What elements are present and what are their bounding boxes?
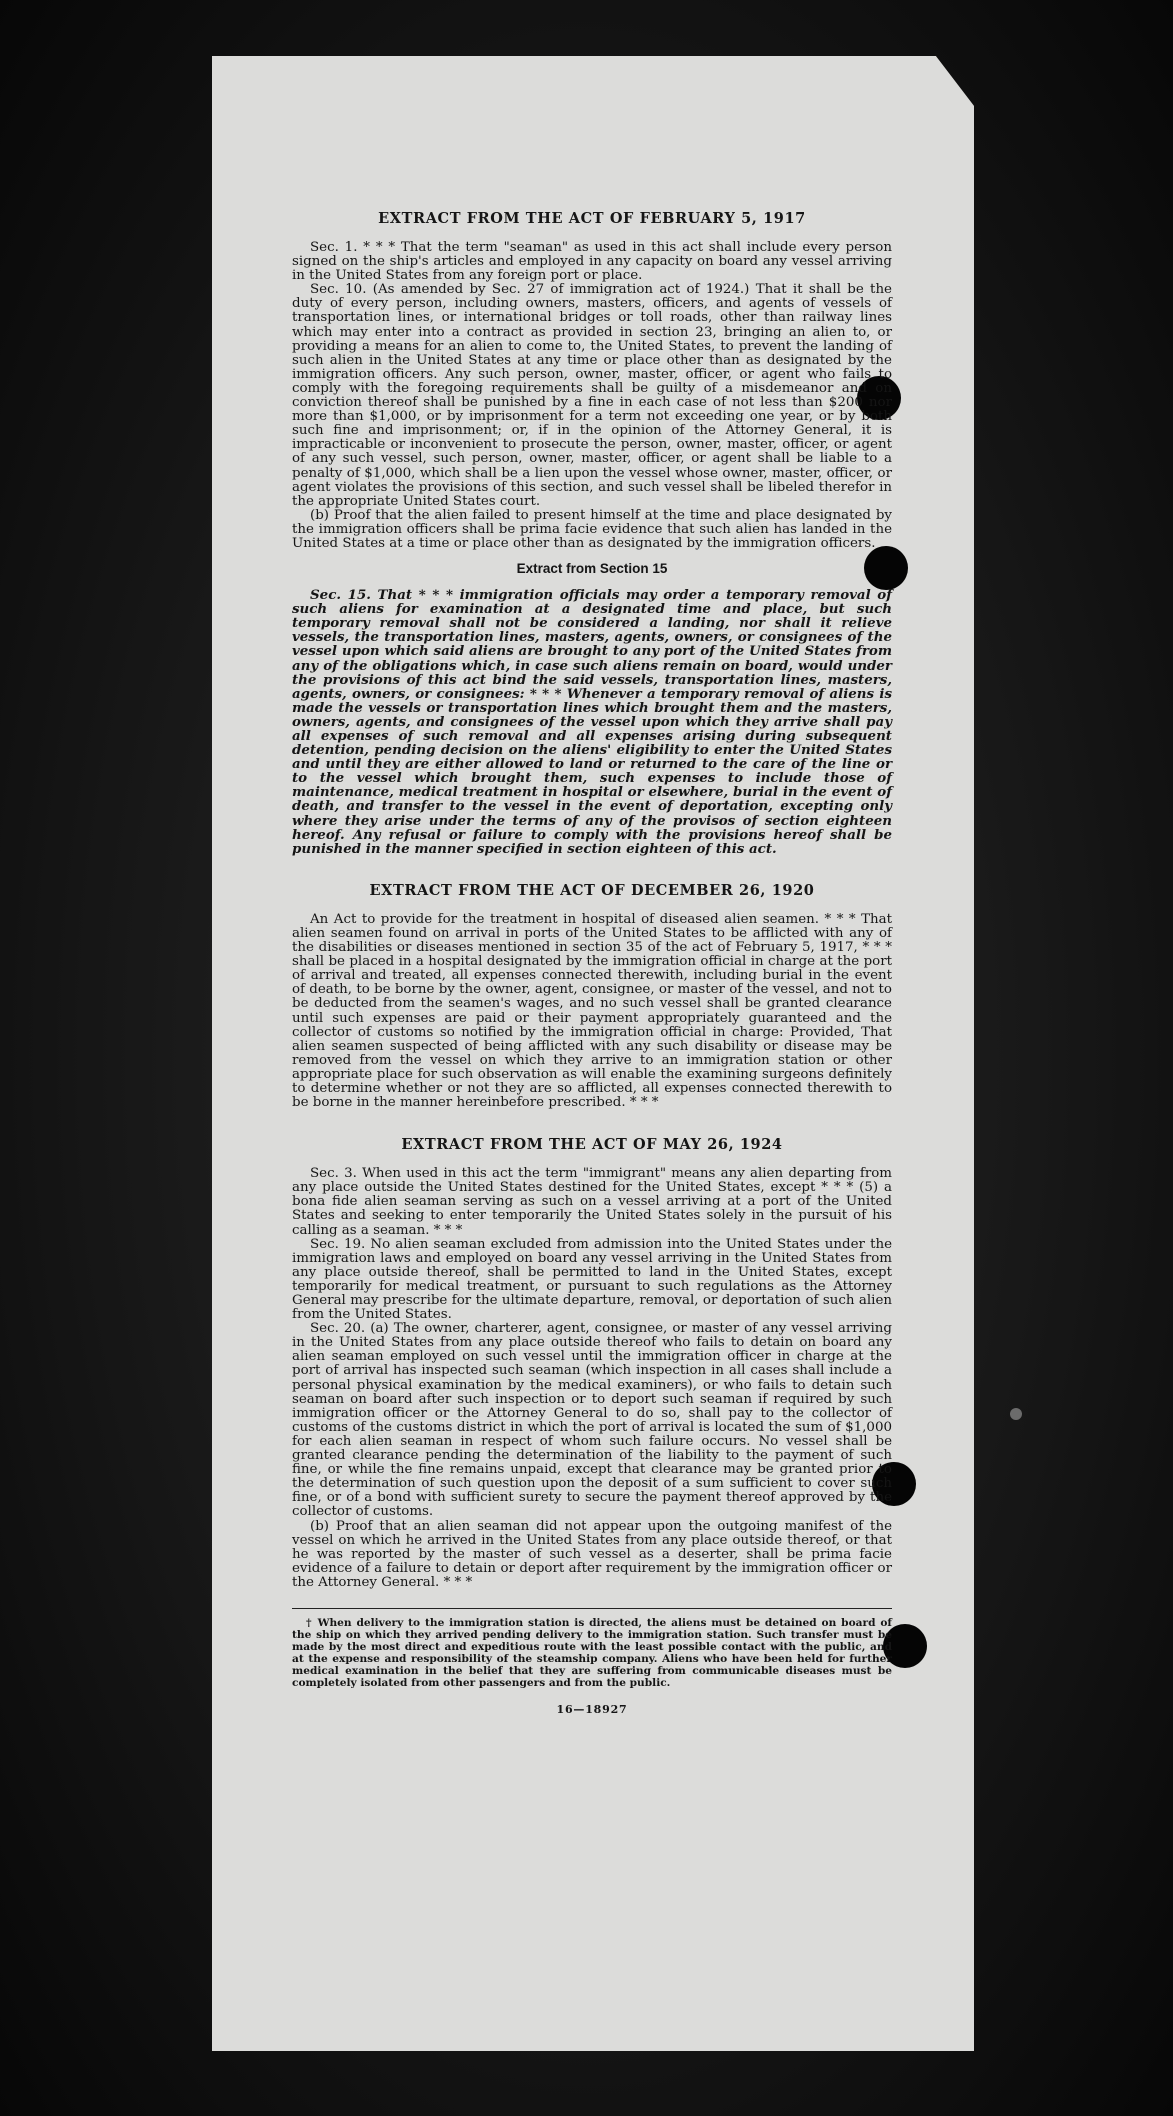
page-code: 16—18927 — [556, 1702, 628, 1716]
paragraph-sec-3: Sec. 3. When used in this act the term "immigrant" means any alien departing from any place outside the United States destined for the United States, except * * * (5) a bona fide alien seaman serving as such on a vessel arriving at a port of the United States and seeking to enter temporarily the United States solely in the pursuit of his calling as a seaman. * * * — [292, 1166, 892, 1238]
section-heading-act-1917: EXTRACT FROM THE ACT OF FEBRUARY 5, 1917 — [378, 210, 806, 227]
spacer — [292, 856, 892, 882]
footnote: † When delivery to the immigration station is directed, the aliens must be detained on board of the ship on which they arrived pending delivery to the immigration station. Such transfer must be made by the most direct and expeditious route with the least possible contact with the public, and at the expense and responsibility of the steamship company. Aliens who have been held for further medical examination in the belief that they are suffering from communicable diseases must be completely isolated from other passengers and from the public. — [292, 1616, 892, 1689]
paragraph-sec-20b: (b) Proof that an alien seaman did not appear upon the outgoing manifest of the vessel on which he arrived in the United States from any place outside thereof, or that he was reported by the master of such vessel as a deserter, shall be prima facie evidence of a failure to detain or deport after requirement by the immigration officer or the Attorney General. * * * — [292, 1518, 892, 1590]
paragraph-sec-1: Sec. 1. * * * That the term "seaman" as used in this act shall include every person signed on the ship's articles and employed in any capacity on board any vessel arriving in the United States from any foreign port or place. — [292, 240, 892, 284]
footnote-divider — [292, 1608, 892, 1609]
dust-speck — [1010, 1408, 1022, 1420]
paragraph-sec-19: Sec. 19. No alien seaman excluded from admission into the United States under the immigration laws and employed on board any vessel arriving in the United States from any place outside thereof, shall be permitted to land in the United States, except temporarily for medical treatment, or pursuant to such regulations as the Attorney General may prescribe for the ultimate departure, removal, or deportation of such alien from the United States. — [292, 1236, 892, 1323]
paragraph-act-1920: An Act to provide for the treatment in hospital of diseased alien seamen. * * * That alien seamen found on arrival in ports of the United States to be afflicted with any of the disabilities or diseases mentioned in section 35 of the act of February 5, 1917, * * * shall be placed in a hospital designated by the immigration official in charge at the port of arrival and treated, all expenses connected therewith, including burial in the event of death, to be borne by the owner, agent, consignee, or master of the vessel, and not to be deducted from the seamen's wages, and no such vessel shall be granted clearance until such expenses are paid or their payment appropriately guaranteed and the collector of customs so notified by the immigration official in charge: Provided, That alien seamen suspected of being afflicted with any such disability or disease may be removed from the vessel on which they arrive to an immigration station or other appropriate place for such observation as will enable the examining surgeons definitely to determine whether or not they are so afflicted, all expenses connected therewith to be borne in the manner hereinbefore prescribed. * * * — [292, 911, 892, 1111]
document-text — [292, 210, 892, 1716]
spacer — [292, 1110, 892, 1136]
paragraph-sec-10b: (b) Proof that the alien failed to present himself at the time and place designated by the immigration officers shall be prima facie evidence that such alien has landed in the United States at a time or place other than as designated by the immigration officers. — [292, 507, 892, 551]
paragraph-sec-20a: Sec. 20. (a) The owner, charterer, agent, consignee, or master of any vessel arriving in the United States from any place outside thereof who fails to detain on board any alien seaman employed on such vessel until the immigration officer in charge at the port of arrival has inspected such seaman (which inspection in all cases shall include a personal physical examination by the medical examiners), or who fails to detain such seaman on board after such inspection or to deport such seaman if required by such immigration officer or the Attorney General to do so, shall pay to the collector of customs of the customs district in which the port of arrival is located the sum of $1,000 for each alien seaman in respect of whom such failure occurs. No vessel shall be granted clearance pending the determination of the liability to the payment of such fine, or while the fine remains unpaid, except that clearance may be granted prior to the determination of such question upon the deposit of a sum sufficient to cover such fine, or of a bond with sufficient surety to secure the payment thereof approved by the collector of customs. — [292, 1321, 892, 1520]
section-heading-act-1924: EXTRACT FROM THE ACT OF MAY 26, 1924 — [401, 1136, 783, 1154]
paragraph-sec-10: Sec. 10. (As amended by Sec. 27 of immigration act of 1924.) That it shall be the duty of every person, including owners, masters, officers, and agents of vessels of transportation lines, or international bridges or toll roads, other than railway lines which may enter into a contract as provided in section 23, bringing an alien to, or providing a means for an alien to come to, the United States, to prevent the landing of such alien in the United States at any time or place other than as designated by the immigration officers. Any such person, owner, master, officer, or agent who fails to comply with the foregoing requirements shall be guilty of a misdemeanor and on conviction thereof shall be punished by a fine in each case of not less than $200 nor more than $1,000, or by imprisonment for a term not exceeding one year, or by both such fine and imprisonment; or, if in the opinion of the Attorney General, it is impracticable or inconvenient to prosecute the person, owner, master, officer, or agent of any such vessel, such person, owner, master, officer, or agent shall be liable to a penalty of $1,000, which shall be a lien upon the vessel whose owner, master, officer, or agent violates the provisions of this section, and such vessel shall be libeled therefor in the appropriate United States court. — [292, 282, 892, 509]
paragraph-sec-15: Sec. 15. That * * * immigration officials may order a temporary removal of such aliens for examination at a designated time and place, but such temporary removal shall not be considered a landing, nor shall it relieve vessels, the transportation lines, masters, agents, owners, or consignees of the vessel upon which said aliens are brought to any port of the United States from any of the obligations which, in case such aliens remain on board, would under the provisions of this act bind the said vessels, transportation lines, masters, agents, owners, or consignees: * * * Whenever a temporary removal of aliens is made the vessels or transportation lines which brought them and the masters, owners, agents, and consignees of the vessel upon which they arrive shall pay all expenses of such removal and all expenses arising during subsequent detention, pending decision on the aliens' eligibility to enter the United States and until they are either allowed to land or returned to the care of the line or to the vessel which brought them, such expenses to include those of maintenance, medical treatment in hospital or elsewhere, burial in the event of death, and transfer to the vessel in the event of deportation, excepting only where they arise under the terms of any of the provisos of section eighteen hereof. Any refusal or failure to comply with the provisions hereof shall be punished in the manner specified in section eighteen of this act. — [292, 587, 892, 857]
section-heading-section-15: Extract from Section 15 — [516, 561, 668, 577]
section-heading-act-1920: EXTRACT FROM THE ACT OF DECEMBER 26, 1920 — [369, 881, 815, 899]
